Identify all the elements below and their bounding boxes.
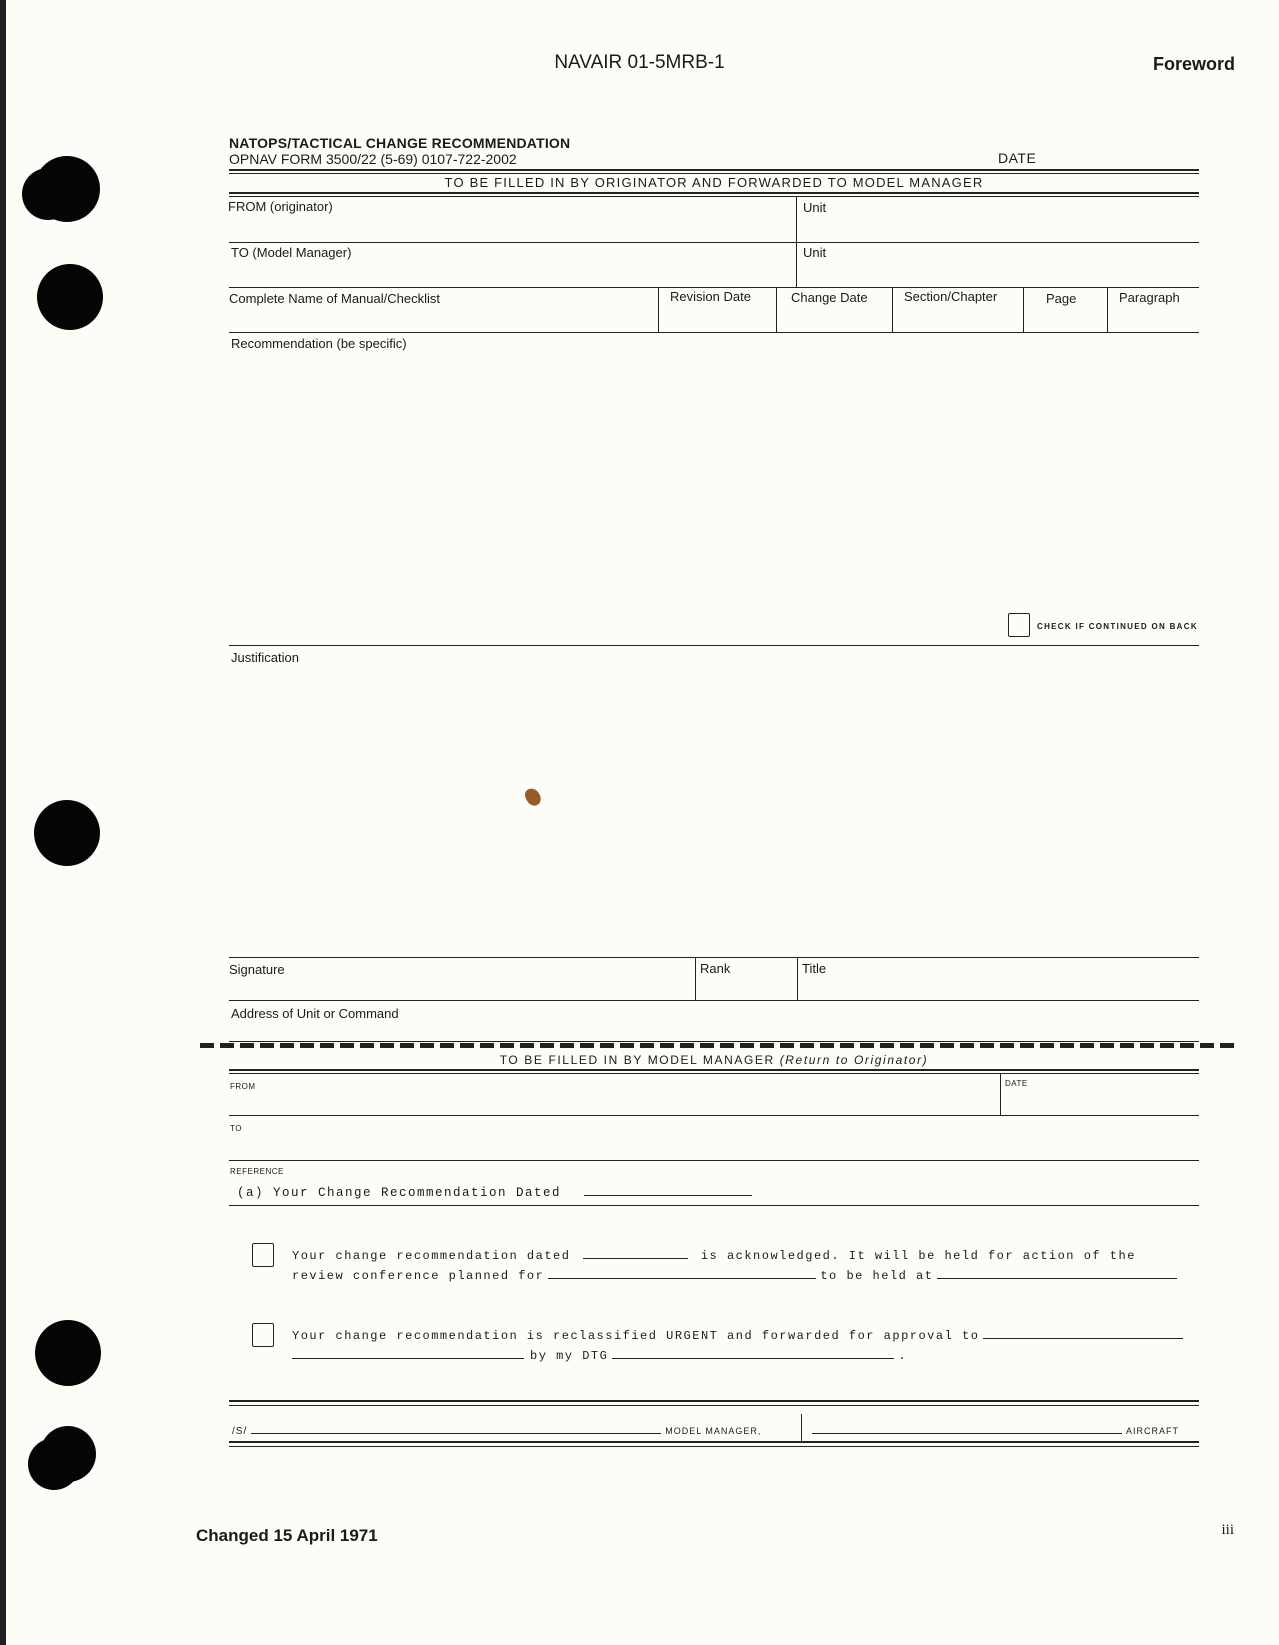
option1-line2 xyxy=(292,1266,1177,1283)
mm-signature-blank[interactable] xyxy=(251,1424,661,1434)
page-number: iii xyxy=(1221,1522,1234,1538)
acknowledged-checkbox[interactable] xyxy=(252,1243,274,1267)
option2-text: . xyxy=(898,1349,908,1363)
manual-name-label: Complete Name of Manual/Checklist xyxy=(229,291,440,306)
mm-to-label: TO xyxy=(230,1124,242,1133)
divider xyxy=(229,1115,1199,1116)
divider xyxy=(229,242,1199,243)
punch-hole xyxy=(34,156,100,222)
address-label: Address of Unit or Command xyxy=(231,1006,399,1021)
punch-hole xyxy=(35,1320,101,1386)
to-unit-label: Unit xyxy=(803,245,827,260)
divider xyxy=(229,173,1199,174)
form-number: OPNAV FORM 3500/22 (5-69) 0107-722-2002 xyxy=(229,151,517,167)
divider xyxy=(229,957,1199,958)
option2-line2 xyxy=(292,1346,907,1363)
divider xyxy=(1107,287,1108,332)
banner-text: TO BE FILLED IN BY MODEL MANAGER xyxy=(499,1053,780,1067)
aircraft-line xyxy=(812,1424,1179,1436)
divider xyxy=(229,1160,1199,1161)
divider xyxy=(229,1400,1199,1402)
divider xyxy=(229,1405,1199,1406)
divider xyxy=(229,645,1199,646)
forwarded-to-continued-blank[interactable] xyxy=(292,1346,524,1359)
date-label: DATE xyxy=(998,150,1037,166)
paragraph-label: Paragraph xyxy=(1119,290,1180,305)
urgent-checkbox[interactable] xyxy=(252,1323,274,1347)
option2-text: by my DTG xyxy=(530,1349,609,1363)
divider xyxy=(797,957,798,1001)
divider xyxy=(1000,1073,1001,1115)
section-chapter-label: Section/Chapter xyxy=(904,289,998,304)
recommendation-label: Recommendation (be specific) xyxy=(231,336,407,351)
section-title: Foreword xyxy=(1152,54,1235,74)
divider xyxy=(1023,287,1024,332)
recommendation-field[interactable] xyxy=(229,355,1199,605)
aircraft-blank[interactable] xyxy=(812,1424,1122,1434)
reference-item xyxy=(237,1183,752,1200)
reference-date-blank[interactable] xyxy=(584,1183,752,1196)
divider xyxy=(229,196,1199,197)
divider xyxy=(229,1205,1199,1206)
divider xyxy=(229,1041,1199,1042)
divider xyxy=(229,1069,1199,1071)
option2-line1 xyxy=(292,1326,1183,1343)
justification-field[interactable] xyxy=(229,670,1199,950)
reference-label: REFERENCE xyxy=(230,1167,284,1176)
divider xyxy=(229,1073,1199,1074)
reference-item-text: (a) Your Change Recommendation Dated xyxy=(237,1186,562,1200)
change-date-label: Change Date xyxy=(791,290,868,305)
divider xyxy=(229,169,1199,171)
model-manager-label: MODEL MANAGER, xyxy=(665,1426,762,1436)
aircraft-label: AIRCRAFT xyxy=(1126,1426,1179,1436)
tear-line xyxy=(200,1043,1240,1048)
divider xyxy=(229,287,1199,288)
punch-hole xyxy=(34,800,100,866)
divider xyxy=(658,287,659,332)
punch-hole xyxy=(40,1426,96,1482)
signature-prefix: /S/ xyxy=(232,1426,248,1437)
form-title: NATOPS/TACTICAL CHANGE RECOMMENDATION xyxy=(229,135,571,151)
mm-date-label: DATE xyxy=(1005,1079,1028,1088)
conference-location-blank[interactable] xyxy=(937,1266,1177,1279)
punch-hole xyxy=(37,264,103,330)
signature-line xyxy=(232,1424,761,1437)
changed-date: Changed 15 April 1971 xyxy=(196,1526,378,1545)
divider xyxy=(892,287,893,332)
option1-text: Your change recommendation dated xyxy=(292,1249,571,1263)
dtg-blank[interactable] xyxy=(612,1346,894,1359)
page-label: Page xyxy=(1046,291,1077,306)
divider xyxy=(801,1414,802,1442)
option1-text: is acknowledged. It will be held for action of the xyxy=(700,1249,1136,1263)
to-model-manager-label: TO (Model Manager) xyxy=(231,245,352,260)
signature-label: Signature xyxy=(229,962,285,977)
divider xyxy=(229,192,1199,194)
divider xyxy=(695,957,696,1001)
from-originator-label: FROM (originator) xyxy=(228,199,333,214)
document-number: NAVAIR 01-5MRB-1 xyxy=(554,52,725,73)
option2-text: Your change recommendation is reclassified URGENT and forwarded for approval to xyxy=(292,1329,980,1343)
originator-banner: TO BE FILLED IN BY ORIGINATOR AND FORWARDED TO MODEL MANAGER xyxy=(444,175,984,190)
divider xyxy=(229,1441,1199,1443)
divider xyxy=(229,1446,1199,1447)
page-edge xyxy=(0,0,6,1645)
acknowledged-date-blank[interactable] xyxy=(583,1246,688,1259)
option1-text: review conference planned for xyxy=(292,1269,545,1283)
conference-date-blank[interactable] xyxy=(548,1266,816,1279)
option1-text: to be held at xyxy=(820,1269,934,1283)
from-unit-label: Unit xyxy=(803,200,827,215)
option1-line1 xyxy=(292,1246,1136,1263)
divider xyxy=(776,287,777,332)
justification-label: Justification xyxy=(231,650,299,665)
title-label: Title xyxy=(802,961,827,976)
rank-label: Rank xyxy=(700,961,731,976)
revision-date-label: Revision Date xyxy=(670,289,751,304)
divider xyxy=(229,332,1199,333)
banner-italic-text: (Return to Originator) xyxy=(779,1053,929,1067)
model-manager-banner xyxy=(229,1053,1199,1067)
continued-on-back-label: CHECK IF CONTINUED ON BACK xyxy=(1037,622,1198,631)
mm-from-label: FROM xyxy=(230,1082,256,1091)
continued-on-back-checkbox[interactable] xyxy=(1008,613,1030,637)
divider xyxy=(229,1000,1199,1001)
forwarded-to-blank[interactable] xyxy=(983,1326,1183,1339)
